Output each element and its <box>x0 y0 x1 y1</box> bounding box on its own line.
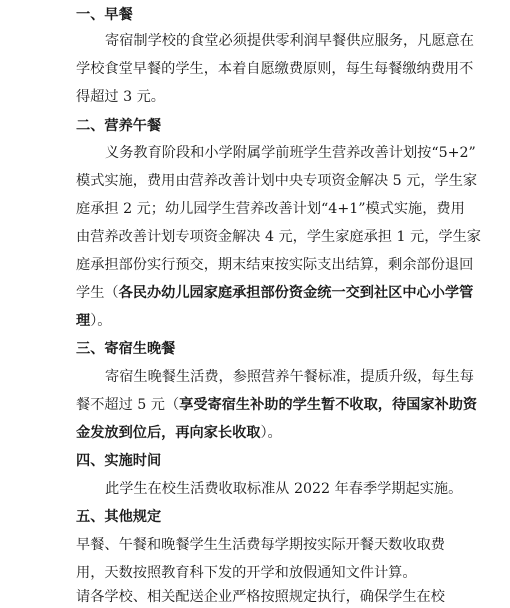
paragraph-line: 庭承担部份实行预交，期末结束按实际支出结算，剩余部份退回 <box>76 257 474 273</box>
paragraph-text: ）。 <box>90 313 112 329</box>
paragraph-line: 得超过 3 元。 <box>76 89 165 105</box>
paragraph-line: 庭承担 2 元；幼儿园学生营养改善计划“4+1”模式实施，费用 <box>76 201 465 217</box>
section-heading-lunch: 二、营养午餐 <box>76 118 162 134</box>
paragraph-line: 由营养改善计划专项资金解决 4 元，学生家庭承担 1 元，学生家 <box>76 229 481 245</box>
paragraph-line: 用，天数按照教育科下发的开学和放假通知文件计算。 <box>76 565 417 581</box>
paragraph-line: 此学生在校生活费收取标准从 2022 年春季学期起实施。 <box>105 481 463 497</box>
paragraph-line: 模式实施，费用由营养改善计划中央专项资金解决 5 元，学生家 <box>76 173 478 189</box>
emphasis-text: 金发放到位后，再向家长收取 <box>76 425 261 441</box>
section-heading-effective-date: 四、实施时间 <box>76 453 162 469</box>
paragraph-line <box>76 310 111 332</box>
paragraph-text: 餐不超过 5 元（ <box>76 397 180 413</box>
paragraph-line: 寄宿制学校的食堂必须提供零利润早餐供应服务，凡愿意在 <box>105 33 474 49</box>
emphasis-text: 享受寄宿生补助的学生暂不收取，待国家补助资 <box>179 397 478 413</box>
section-heading-breakfast: 一、早餐 <box>76 7 133 23</box>
emphasis-text: 各民办幼儿园家庭承担部份资金统一交到社区中心小学管 <box>118 285 474 301</box>
paragraph-line: 请各学校、相关配送企业严格按照规定执行，确保学生在校 <box>76 589 445 605</box>
paragraph-text: 学生（ <box>76 285 119 301</box>
section-heading-dinner: 三、寄宿生晚餐 <box>76 341 176 357</box>
paragraph-line: 寄宿生晚餐生活费，参照营养午餐标准，提质升级，每生每 <box>105 369 474 385</box>
paragraph-line: 早餐、午餐和晚餐学生生活费每学期按实际开餐天数收取费 <box>76 537 445 553</box>
paragraph-line: 义务教育阶段和小学附属学前班学生营养改善计划按“5+2” <box>105 145 476 161</box>
paragraph-line <box>76 394 477 416</box>
emphasis-text: 理 <box>76 313 91 329</box>
paragraph-line <box>76 282 473 304</box>
paragraph-text: ）。 <box>260 425 282 441</box>
paragraph-line: 学校食堂早餐的学生，本着自愿缴费原则，每生每餐缴纳费用不 <box>76 61 474 77</box>
section-heading-other-rules: 五、其他规定 <box>76 509 162 525</box>
paragraph-line <box>76 422 282 444</box>
